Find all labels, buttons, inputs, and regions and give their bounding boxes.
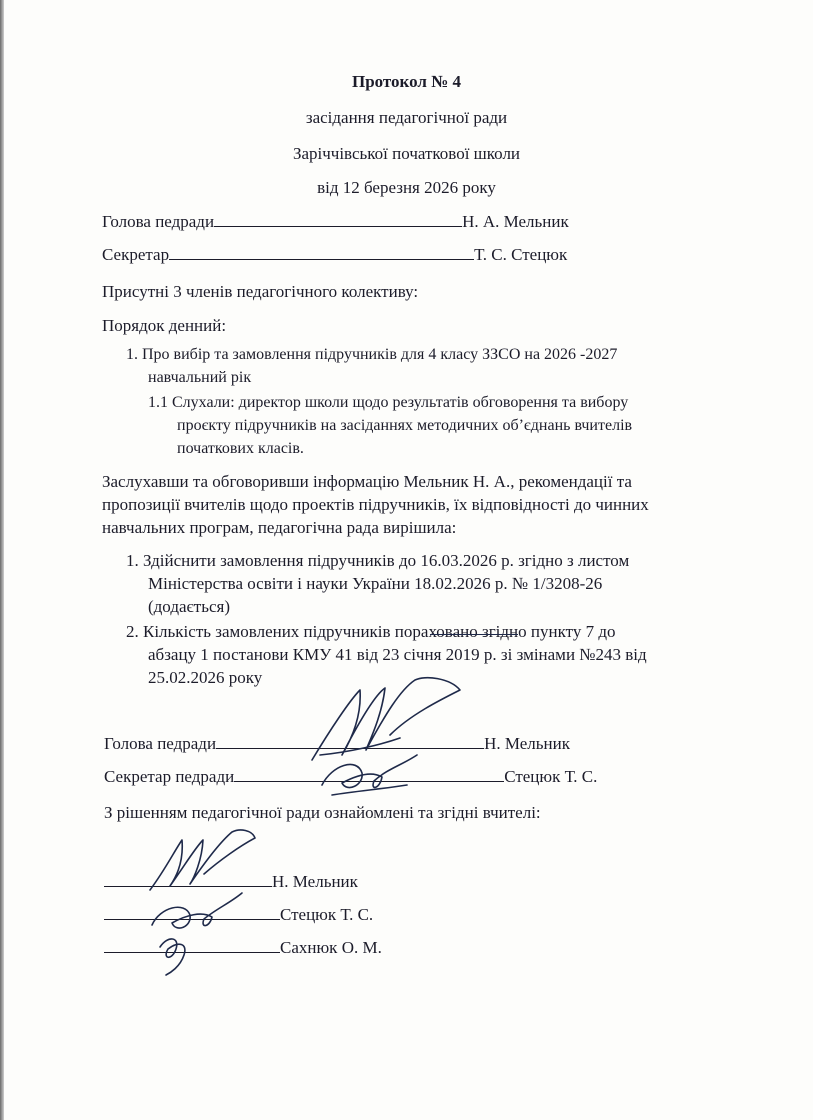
teacher-3-line	[104, 940, 280, 953]
decision-item-2-line-3: 25.02.2026 року	[148, 668, 263, 687]
secretary-name: Т. С. Стецюк	[474, 245, 568, 264]
present-line: Присутні 3 членів педагогічного колективу:	[102, 282, 419, 301]
chair-label: Голова педради	[102, 212, 215, 231]
scan-edge	[0, 0, 4, 1120]
teacher-2-name: Стецюк Т. С.	[280, 905, 374, 924]
decision-item-1-line-1: 1. Здійснити замовлення підручників до 16.03.2026 р. згідно з листом	[126, 551, 630, 570]
sign-chair-row	[104, 734, 570, 754]
decision-intro-line-1: Заслухавши та обговоривши інформацію Мельник Н. А., рекомендації та	[102, 472, 632, 491]
teacher-2-3-signature	[140, 885, 250, 980]
chair-signature-line	[214, 214, 462, 227]
sign-chair-label: Голова педради	[104, 734, 217, 753]
sign-secretary-label: Секретар педради	[104, 767, 235, 786]
sign-secretary-line	[234, 769, 504, 782]
sign-chair-name: Н. Мельник	[484, 734, 570, 753]
teacher-3-name: Сахнюк О. М.	[280, 938, 382, 957]
teacher-1-name: Н. Мельник	[272, 872, 358, 891]
secretary-row	[102, 245, 567, 265]
decision-item-1-line-3: (додається)	[148, 597, 231, 616]
chair-row	[102, 212, 569, 232]
agenda-sub-1-line-3: початкових класів.	[177, 440, 304, 457]
teacher-row-3	[104, 938, 382, 958]
protocol-date: від 12 березня 2026 року	[317, 178, 496, 197]
teacher-1-line	[104, 874, 272, 887]
agenda-item-1-line-2: навчальний рік	[148, 369, 252, 386]
decision-intro-line-2: пропозиції вчителів щодо проектів підручників, їх відповідності до чинних	[102, 495, 649, 514]
protocol-title: Протокол № 4	[351, 72, 462, 91]
decision-item-1-line-2: Міністерства освіти і науки України 18.02.2026 р. № 1/3208-26	[148, 574, 603, 593]
secretary-signature-line	[169, 247, 474, 260]
teacher-row-1	[104, 872, 358, 892]
teacher-2-line	[104, 907, 280, 920]
handwritten-strike	[430, 634, 518, 635]
sign-chair-line	[216, 736, 484, 749]
acknowledged-line: З рішенням педагогічної ради ознайомлені та згідні вчителі:	[104, 803, 541, 822]
agenda-heading: Порядок денний:	[102, 316, 227, 335]
school-name: Заріччівської початкової школи	[292, 144, 521, 163]
secretary-label: Секретар	[102, 245, 170, 264]
decision-intro-line-3: навчальних програм, педагогічна рада вирішила:	[102, 518, 457, 537]
decision-item-2-line-2: абзацу 1 постанови КМУ 41 від 23 січня 2019 р. зі змінами №243 від	[148, 645, 647, 664]
protocol-subtitle: засідання педагогічної ради	[305, 108, 508, 127]
sign-secretary-name: Стецюк Т. С.	[504, 767, 598, 786]
sign-secretary-row	[104, 767, 597, 787]
chair-name: Н. А. Мельник	[462, 212, 569, 231]
teacher-row-2	[104, 905, 373, 925]
decision-item-2-line-1: 2. Кількість замовлених підручників пораховано згідно пункту 7 до	[126, 622, 616, 641]
agenda-sub-1-line-2: проєкту підручників на засіданнях методичних об’єднань вчителів	[177, 417, 633, 434]
agenda-sub-1-line-1: 1.1 Слухали: директор школи щодо результатів обговорення та вибору	[148, 394, 629, 411]
agenda-item-1-line-1: 1. Про вибір та замовлення підручників для 4 класу ЗЗСО на 2026 -2027	[126, 346, 618, 363]
